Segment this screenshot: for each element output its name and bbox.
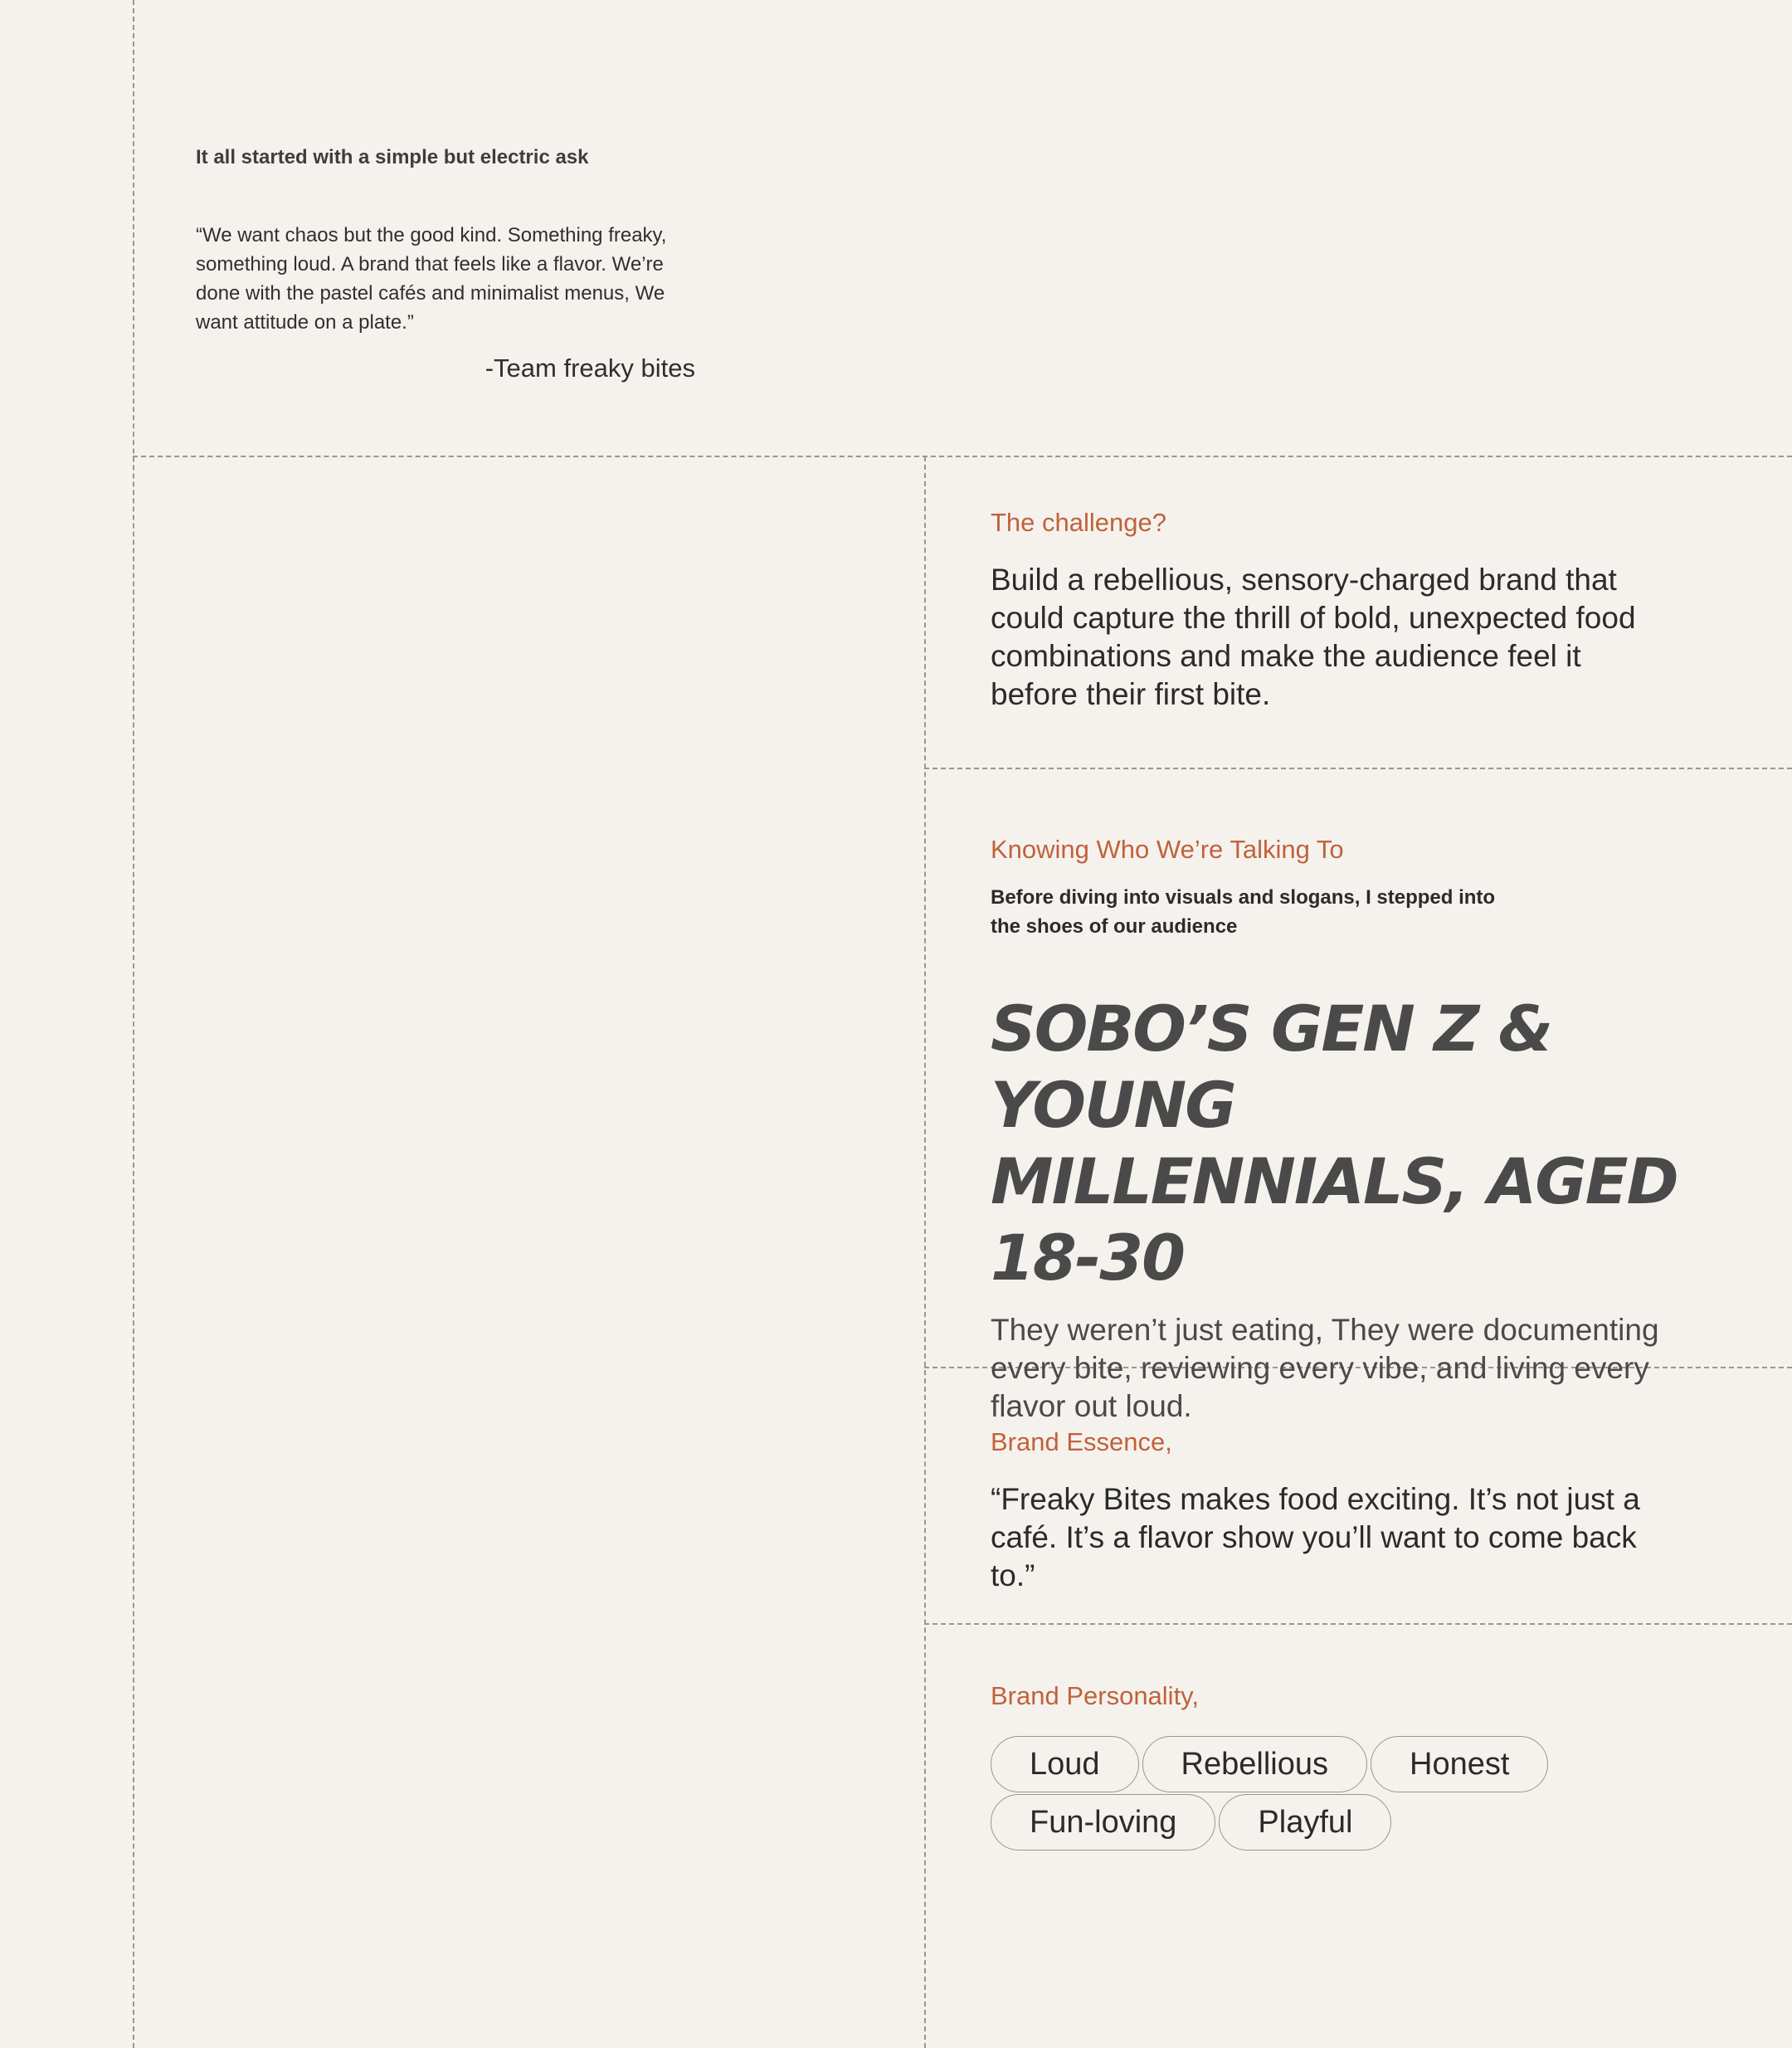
essence-section-divider (924, 1623, 1792, 1625)
intro-heading: It all started with a simple but electric ask (196, 146, 589, 168)
challenge-label: The challenge? (991, 508, 1166, 537)
personality-tag-fun-loving: Fun-loving (991, 1794, 1215, 1851)
personality-section (991, 1681, 1679, 1851)
challenge-text: Build a rebellious, sensory-charged brand that could capture the thrill of bold, unexpected food combinations and make the audience feel it before their first bite. (991, 563, 1636, 711)
essence-text: “Freaky Bites makes food exciting. It’s not just a café. It’s a flavor show you’ll want to come back to.” (991, 1482, 1640, 1592)
center-column-divider (924, 456, 926, 2048)
essence-label: Brand Essence, (991, 1427, 1172, 1456)
audience-intro: Before diving into visuals and slogans, I stepped into the shoes of our audience (991, 886, 1496, 938)
audience-headline: SOBO’S GEN Z & YOUNG MILLENNIALS, AGED 18-30 (991, 992, 1678, 1295)
intro-section-divider (133, 456, 1792, 457)
quote-attribution: -Team freaky bites (485, 354, 695, 383)
audience-text: They weren’t just eating, They were documenting every bite, reviewing every vibe, and living every flavor out loud. (991, 1313, 1659, 1423)
personality-tags (991, 1736, 1588, 1851)
intro-section (196, 146, 702, 383)
left-column-divider (133, 0, 134, 2048)
challenge-section (991, 508, 1654, 714)
audience-section (991, 835, 1679, 1426)
personality-tag-honest: Honest (1371, 1736, 1548, 1792)
personality-tag-rebellious: Rebellious (1142, 1736, 1367, 1792)
personality-tag-loud: Loud (991, 1736, 1139, 1792)
essence-section (991, 1427, 1679, 1595)
personality-tag-playful: Playful (1219, 1794, 1391, 1851)
challenge-section-divider (924, 768, 1792, 769)
audience-label: Knowing Who We’re Talking To (991, 835, 1344, 864)
client-quote: “We want chaos but the good kind. Something freaky, something loud. A brand that feels like a flavor. We’re done with the pastel cafés and minimalist menus, We want attitude on a plate.” (196, 224, 667, 334)
personality-label: Brand Personality, (991, 1681, 1199, 1710)
